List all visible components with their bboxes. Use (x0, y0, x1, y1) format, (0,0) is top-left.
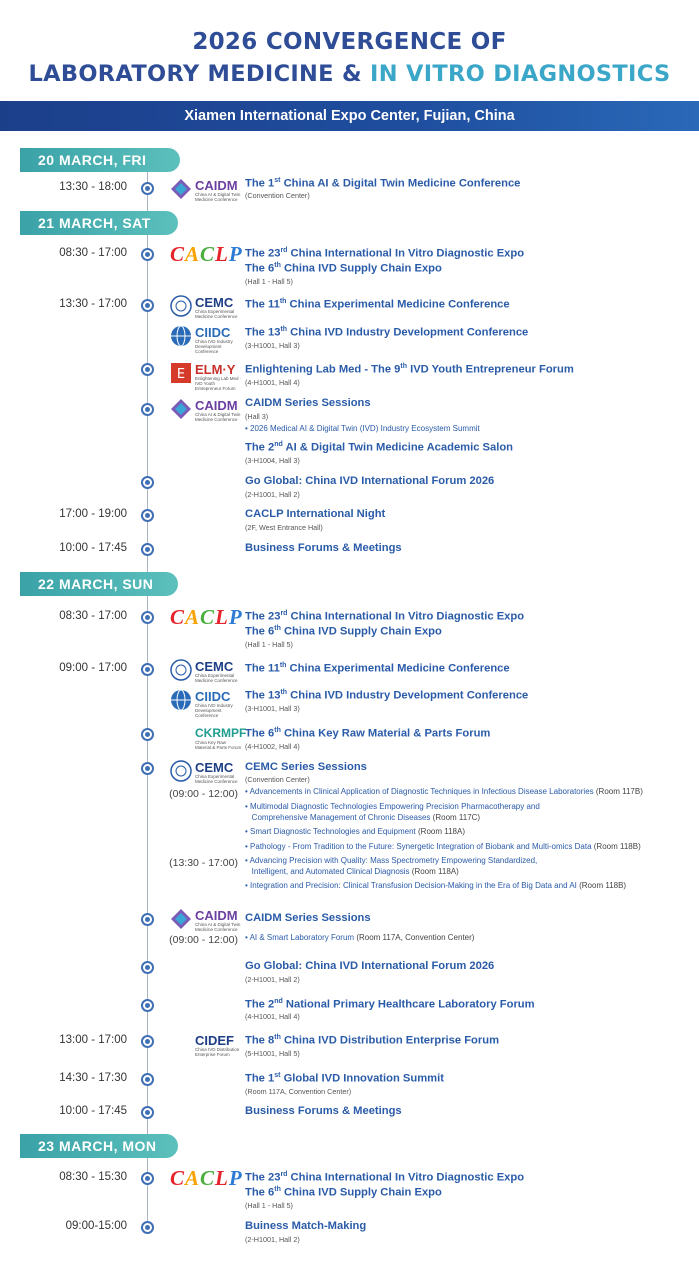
ciidc-globe-icon (170, 325, 192, 347)
caidm-logo: CAIDM China AI & Digital Twin Medicine Conference (170, 398, 242, 420)
timeline-dot (141, 611, 154, 624)
ciidc-globe-icon (170, 689, 192, 711)
time-slot: 09:00 - 17:00 (59, 662, 127, 674)
timeline-dot (141, 999, 154, 1012)
timeline-dot (141, 663, 154, 676)
caclp-logo: CACLP (170, 1166, 243, 1190)
time-slot: 10:00 - 17:45 (59, 1105, 127, 1117)
event-location: (Convention Center) (245, 775, 310, 784)
event-title: The 6th China IVD Supply Chain Expo (245, 625, 442, 638)
event-title: The 1st Global IVD Innovation Summit (245, 1072, 444, 1085)
time-slot: 08:30 - 17:00 (59, 247, 127, 259)
timeline-dot (141, 543, 154, 556)
day-banner-23-march: 23 MARCH, MON (20, 1134, 178, 1158)
cemc-logo: CEMC China Experimental Medicine Conference (170, 659, 242, 681)
time-slot: 17:00 - 19:00 (59, 508, 127, 520)
caidm-diamond-icon (170, 908, 192, 930)
event-location: (4-H1001, Hall 4) (245, 378, 300, 387)
timeline-dot (141, 728, 154, 741)
event-location: (2-H1001, Hall 2) (245, 490, 300, 499)
timeline-dot (141, 476, 154, 489)
event-title: CAIDM Series Sessions (245, 912, 371, 924)
timeline-dot (141, 1073, 154, 1086)
cidef-logo: CIDEF China IVD Distribution Enterprise Forum (195, 1033, 240, 1057)
event-title: Go Global: China IVD International Forum 2026 (245, 960, 495, 972)
ciidc-logo: CIIDC China IVD Industry Development Conference (170, 325, 242, 347)
event-title: Go Global: China IVD International Forum 2026 (245, 475, 495, 487)
caidm-diamond-icon (170, 398, 192, 420)
event-location: (Hall 1 - Hall 5) (245, 640, 293, 649)
session-time: (09:00 - 12:00) (169, 934, 238, 946)
session-item: • Advancements in Clinical Application of Diagnostic Techniques in Infectious Disease Laboratories (Room 117B) (245, 787, 643, 796)
session-item: • Pathology - From Tradition to the Future: Synergetic Integration of Biobank and Multi-omics Data (Room 118B) (245, 842, 641, 851)
event-title: CACLP International Night (245, 508, 386, 520)
timeline-dot (141, 762, 154, 775)
title-part-lab: LABORATORY MEDICINE & (28, 61, 371, 87)
ciidc-logo: CIIDC China IVD Industry Development Conference (170, 689, 242, 711)
event-title: Business Forums & Meetings (245, 542, 402, 554)
caclp-logo: CACLP (170, 242, 243, 266)
timeline-dot (141, 182, 154, 195)
page-title-line-1 (0, 29, 699, 55)
caidm-logo: CAIDM China AI & Digital Twin Medicine Conference (170, 178, 242, 200)
session-time: (13:30 - 17:00) (169, 857, 238, 869)
event-title: CAIDM Series Sessions (245, 397, 371, 409)
event-title: The 23rd China International In Vitro Diagnostic Expo (245, 247, 525, 260)
event-title: Buiness Match-Making (245, 1220, 367, 1232)
event-location: (2F, West Entrance Hall) (245, 523, 323, 532)
event-location: (3-H1001, Hall 3) (245, 341, 300, 350)
event-title: CEMC Series Sessions (245, 761, 367, 773)
event-location: (Hall 1 - Hall 5) (245, 277, 293, 286)
event-title: The 8th China IVD Distribution Enterprise Forum (245, 1034, 500, 1047)
event-title: The 11th China Experimental Medicine Conference (245, 662, 510, 675)
cemc-logo: CEMC China Experimental Medicine Conference (170, 295, 242, 317)
timeline-dot (141, 1035, 154, 1048)
time-slot: 08:30 - 17:00 (59, 610, 127, 622)
timeline-dot (141, 363, 154, 376)
event-title: Enlightening Lab Med - The 9th IVD Youth Entrepreneur Forum (245, 363, 574, 376)
timeline-dot (141, 403, 154, 416)
event-location: (2-H1001, Hall 2) (245, 1235, 300, 1244)
timeline-dot (141, 509, 154, 522)
session-item: • Integration and Precision: Clinical Transfusion Decision-Making in the Era of Big Data and AI (Room 118B) (245, 881, 627, 890)
cemc-seal-icon (170, 659, 192, 681)
event-title: The 2nd National Primary Healthcare Laboratory Forum (245, 998, 535, 1011)
event-title: The 2nd AI & Digital Twin Medicine Academic Salon (245, 441, 514, 454)
event-title: The 23rd China International In Vitro Diagnostic Expo (245, 610, 525, 623)
session-item: • AI & Smart Laboratory Forum (Room 117A, Convention Center) (245, 933, 475, 942)
session-item: • Smart Diagnostic Technologies and Equipment (Room 118A) (245, 827, 465, 836)
day-banner-20-march: 20 MARCH, FRI (20, 148, 180, 172)
caidm-diamond-icon (170, 178, 192, 200)
session-time: (09:00 - 12:00) (169, 788, 238, 800)
event-location: (Hall 3) (245, 412, 269, 421)
cemc-logo: CEMC China Experimental Medicine Conference (170, 760, 242, 782)
session-item: • Multimodal Diagnostic Technologies Empowering Precision Pharmacotherapy and Comprehensive Management of Chronic Diseases (Room 117C) (245, 802, 540, 822)
venue-banner: Xiamen International Expo Center, Fujian, China (0, 101, 699, 131)
session-item: • Advancing Precision with Quality: Mass Spectrometry Empowering Standardized, Intelligent, and Automated Clinical Diagnosis (Room 118A) (245, 856, 538, 876)
timeline-dot (141, 248, 154, 261)
event-title: The 23rd China International In Vitro Diagnostic Expo (245, 1171, 525, 1184)
event-location: (Room 117A, Convention Center) (245, 1087, 352, 1096)
page-title-line-2 (0, 61, 699, 87)
time-slot: 08:30 - 15:30 (59, 1171, 127, 1183)
event-title: The 6th China IVD Supply Chain Expo (245, 262, 442, 275)
event-location: (Hall 1 - Hall 5) (245, 1201, 293, 1210)
caidm-logo: CAIDM China AI & Digital Twin Medicine Conference (170, 908, 242, 930)
time-slot: 10:00 - 17:45 (59, 542, 127, 554)
timeline-dot (141, 961, 154, 974)
session-item: • 2026 Medical AI & Digital Twin (IVD) Industry Ecosystem Summit (245, 424, 480, 433)
time-slot: 13:00 - 17:00 (59, 1034, 127, 1046)
title-part-ivd: IN VITRO DIAGNOSTICS (370, 61, 671, 87)
event-title: The 13th China IVD Industry Development Conference (245, 326, 529, 339)
day-banner-21-march: 21 MARCH, SAT (20, 211, 178, 235)
elmy-logo: E ELM·Y Enlightening Lab Med · IVD Youth Entrepreneur Forum (170, 362, 242, 384)
cemc-seal-icon (170, 760, 192, 782)
timeline-dot (141, 1221, 154, 1234)
event-title: The 6th China Key Raw Material & Parts Forum (245, 727, 491, 740)
event-location: (2-H1001, Hall 2) (245, 975, 300, 984)
svg-text:E: E (176, 367, 186, 382)
timeline-dot (141, 913, 154, 926)
event-title: Business Forums & Meetings (245, 1105, 402, 1117)
timeline-dot (141, 1106, 154, 1119)
event-location: (3-H1004, Hall 3) (245, 456, 300, 465)
event-title: The 6th China IVD Supply Chain Expo (245, 1186, 442, 1199)
time-slot: 14:30 - 17:30 (59, 1072, 127, 1084)
event-title: The 11th China Experimental Medicine Conference (245, 298, 510, 311)
event-location: (3-H1001, Hall 3) (245, 704, 300, 713)
event-title: The 13th China IVD Industry Development Conference (245, 689, 529, 702)
title-part-year: 2026 CONVERGENCE OF (192, 29, 507, 55)
timeline-line (147, 170, 148, 1230)
elmy-emblem-icon (170, 362, 192, 384)
event-title: The 1st China AI & Digital Twin Medicine Conference (245, 177, 521, 190)
event-location: (4-H1002, Hall 4) (245, 742, 300, 751)
time-slot: 13:30 - 18:00 (59, 181, 127, 193)
caclp-logo: CACLP (170, 605, 243, 629)
timeline-dot (141, 1172, 154, 1185)
ckrmpf-logo: CKRMPF China Key Raw Material & Parts Forum (195, 726, 247, 750)
cemc-seal-icon (170, 295, 192, 317)
time-slot: 13:30 - 17:00 (59, 298, 127, 310)
event-location: (5-H1001, Hall 5) (245, 1049, 300, 1058)
day-banner-22-march: 22 MARCH, SUN (20, 572, 178, 596)
event-location: (Convention Center) (245, 191, 310, 200)
timeline-dot (141, 299, 154, 312)
time-slot: 09:00-15:00 (65, 1220, 127, 1232)
event-location: (4-H1001, Hall 4) (245, 1012, 300, 1021)
